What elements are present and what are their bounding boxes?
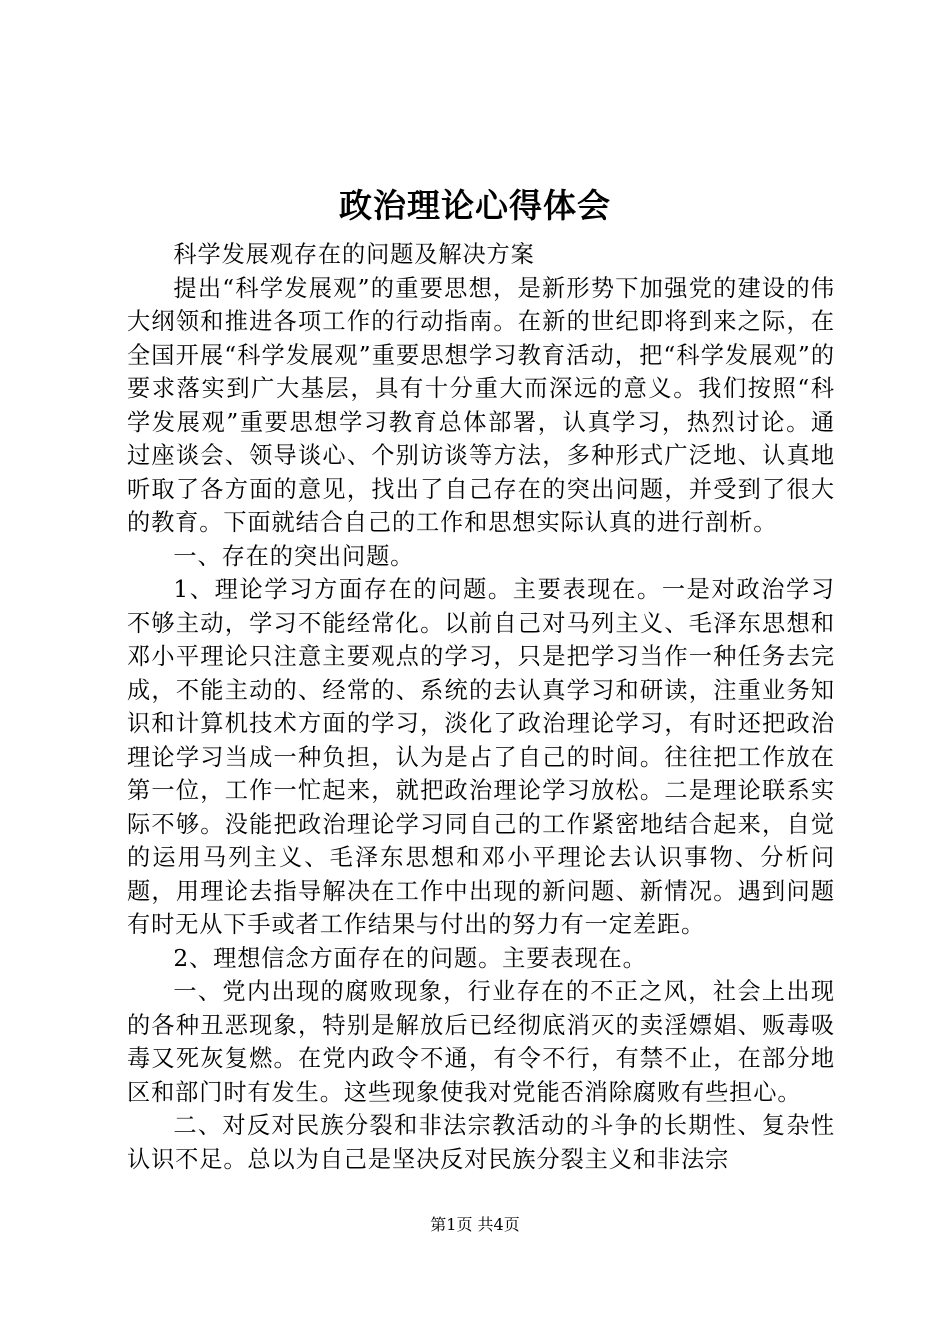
paragraph-corruption: 一、党内出现的腐败现象，行业存在的不正之风，社会上出现的各种丑恶现象，特别是解放后已经彻底消灭的卖淫嫖娼、贩毒吸毒又死灰复燃。在党内政令不通，有令不行，有禁不止，在部分地区和部门时有发生。这些现象使我对党能否消除腐败有些担心。 <box>127 978 835 1106</box>
page-footer: 第1页 共4页 <box>430 1215 520 1234</box>
document-title: 政治理论心得体会 <box>339 186 611 225</box>
section-heading: 一、存在的突出问题。 <box>173 542 415 570</box>
paragraph-ethnic-separatism: 二、对反对民族分裂和非法宗教活动的斗争的长期性、复杂性认识不足。总以为自己是坚决反对民族分裂主义和非法宗 <box>127 1112 835 1173</box>
document-body <box>127 238 835 1176</box>
paragraph-ideals-beliefs: 2、理想信念方面存在的问题。主要表现在。 <box>173 944 647 972</box>
paragraph-intro: 提出“科学发展观”的重要思想，是新形势下加强党的建设的伟大纲领和推进各项工作的行动指南。在新的世纪即将到来之际，在全国开展“科学发展观”重要思想学习教育活动，把“科学发展观”的要求落实到广大基层，具有十分重大而深远的意义。我们按照“科学发展观”重要思想学习教育总体部署，认真学习，热烈讨论。通过座谈会、领导谈心、个别访谈等方法，多种形式广泛地、认真地听取了各方面的意见，找出了自己存在的突出问题，并受到了很大的教育。下面就结合自己的工作和思想实际认真的进行剖析。 <box>127 274 835 536</box>
paragraph-subtitle: 科学发展观存在的问题及解决方案 <box>173 241 535 268</box>
paragraph-theory-study: 1、理论学习方面存在的问题。主要表现在。一是对政治学习不够主动，学习不能经常化。以前自己对马列主义、毛泽东思想和邓小平理论只注意主要观点的学习，只是把学习当作一种任务去完成，不能主动的、经常的、系统的去认真学习和研读，注重业务知识和计算机技术方面的学习，淡化了政治理论学习，有时还把政治理论学习当成一种负担，认为是占了自己的时间。往往把工作放在第一位，工作一忙起来，就把政治理论学习放松。二是理论联系实际不够。没能把政治理论学习同自己的工作紧密地结合起来，自觉的运用马列主义、毛泽东思想和邓小平理论去认识事物、分析问题，用理论去指导解决在工作中出现的新问题、新情况。遇到问题有时无从下手或者工作结果与付出的努力有一定差距。 <box>127 576 835 938</box>
